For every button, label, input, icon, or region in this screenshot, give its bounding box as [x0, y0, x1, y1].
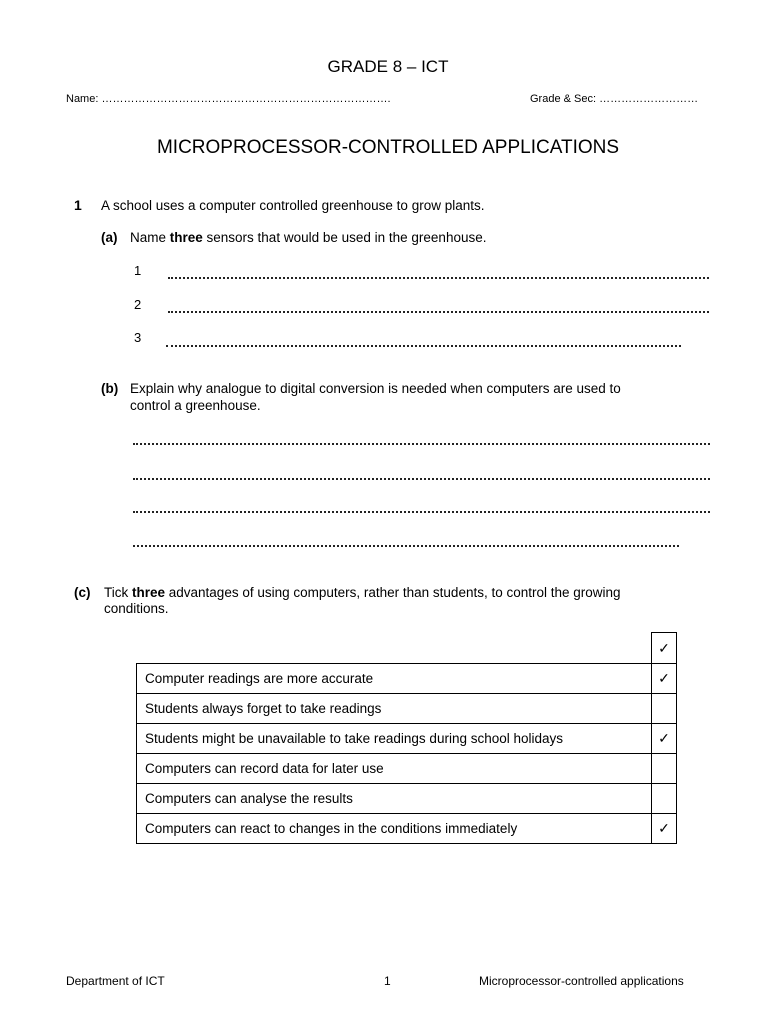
table-row [137, 814, 677, 844]
grade-heading: GRADE 8 – ICT [327, 57, 449, 76]
answer-line-b4[interactable] [133, 545, 679, 547]
answer-line-number: 1 [134, 263, 142, 278]
advantages-tick-table [136, 632, 677, 844]
tick-box[interactable] [652, 694, 677, 724]
statement-cell: Computers can analyse the results [137, 784, 652, 814]
answer-line-a3[interactable] [166, 345, 681, 347]
answer-line-b1[interactable] [133, 443, 710, 445]
part-b-text-line2: control a greenhouse. [130, 398, 261, 413]
statement-cell: Students always forget to take readings [137, 694, 652, 724]
part-a-text: Name three sensors that would be used in the greenhouse. [130, 230, 487, 245]
tick-box[interactable]: ✓ [652, 664, 677, 694]
footer-document-title: Microprocessor-controlled applications [479, 974, 684, 988]
table-row [137, 754, 677, 784]
part-a-label: (a) [101, 230, 118, 245]
name-field-label: Name: ……………………………………………………………………. [66, 93, 391, 105]
footer-page-number: 1 [384, 974, 391, 988]
table-row [137, 784, 677, 814]
table-header-row [137, 633, 677, 664]
part-b-text-line1: Explain why analogue to digital conversion is needed when computers are used to [130, 381, 621, 396]
page-title: MICROPROCESSOR-CONTROLLED APPLICATIONS [156, 137, 620, 158]
answer-line-number: 3 [134, 330, 142, 345]
tick-box[interactable]: ✓ [652, 724, 677, 754]
statement-cell: Computers can react to changes in the conditions immediately [137, 814, 652, 844]
table-row [137, 694, 677, 724]
table-row [137, 664, 677, 694]
part-c-label: (c) [74, 585, 91, 600]
header-blank-cell [137, 633, 652, 664]
answer-line-a1[interactable] [168, 277, 709, 279]
statement-cell: Computer readings are more accurate [137, 664, 652, 694]
answer-line-b2[interactable] [133, 478, 710, 480]
header-tick-mark-icon: ✓ [652, 633, 677, 664]
part-c-text-line1: Tick three advantages of using computers, rather than students, to control the growing [104, 585, 621, 600]
statement-cell: Computers can record data for later use [137, 754, 652, 784]
answer-line-a2[interactable] [168, 311, 709, 313]
question-number: 1 [74, 197, 82, 213]
grade-section-field-label: Grade & Sec: ……………………… [530, 93, 699, 105]
tick-box[interactable] [652, 754, 677, 784]
statement-cell: Students might be unavailable to take readings during school holidays [137, 724, 652, 754]
answer-line-number: 2 [134, 297, 142, 312]
question-stem: A school uses a computer controlled greenhouse to grow plants. [101, 198, 485, 213]
table-row [137, 724, 677, 754]
part-b-label: (b) [101, 381, 119, 396]
part-c-text-line2: conditions. [104, 601, 169, 616]
answer-line-b3[interactable] [133, 511, 710, 513]
tick-box[interactable]: ✓ [652, 814, 677, 844]
footer-department: Department of ICT [66, 974, 165, 988]
tick-box[interactable] [652, 784, 677, 814]
